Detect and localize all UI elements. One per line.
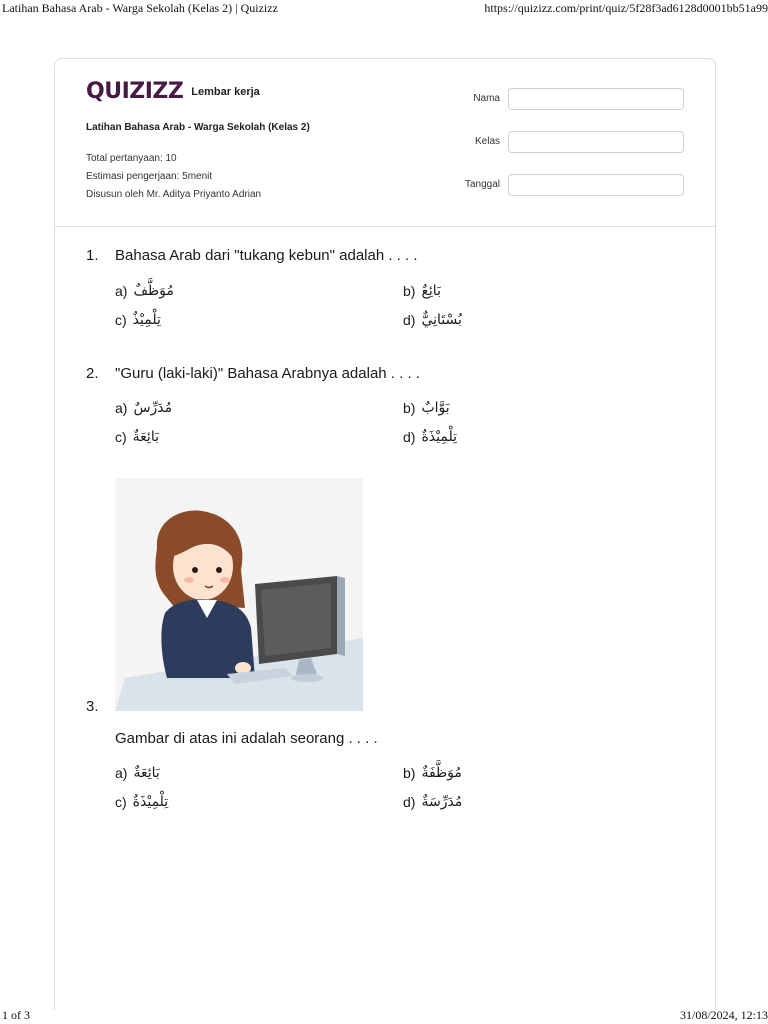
question-number: 3. <box>86 698 99 715</box>
option-letter: a) <box>115 765 128 781</box>
option-c[interactable] <box>115 312 161 328</box>
question-text: Gambar di atas ini adalah seorang . . . . <box>115 730 378 747</box>
option-letter: b) <box>403 765 416 781</box>
page-url: https://quizizz.com/print/quiz/5f28f3ad6128d0001bb51a99 <box>484 1 768 15</box>
option-c[interactable] <box>115 429 159 445</box>
option-text: بَائِعَةٌ <box>133 765 160 781</box>
option-text: تِلْمِيْذَةٌ <box>132 794 169 810</box>
option-text: بَوَّابٌ <box>421 400 450 416</box>
option-letter: d) <box>403 312 416 328</box>
option-letter: a) <box>115 400 128 416</box>
option-text: مُدَرِّسٌ <box>133 400 173 416</box>
question-text: "Guru (laki-laki)" Bahasa Arabnya adalah . . . . <box>115 365 420 382</box>
option-b[interactable] <box>403 765 462 781</box>
woman-at-computer-illustration <box>115 478 363 711</box>
option-text: مُدَرِّسَةٌ <box>421 794 463 810</box>
logo-row <box>86 81 260 103</box>
option-b[interactable] <box>403 283 441 299</box>
worksheet-header <box>55 59 715 227</box>
print-header <box>0 0 768 18</box>
page-counter: 1 of 3 <box>2 1008 30 1022</box>
option-letter: b) <box>403 283 416 299</box>
option-d[interactable] <box>403 312 462 328</box>
option-a[interactable] <box>115 400 172 416</box>
print-footer <box>0 1006 768 1024</box>
option-letter: d) <box>403 429 416 445</box>
option-text: بَائِعَةٌ <box>132 429 159 445</box>
name-field[interactable] <box>508 88 684 110</box>
option-text: بَائِعٌ <box>421 283 441 299</box>
option-letter: b) <box>403 400 416 416</box>
option-a[interactable] <box>115 765 160 781</box>
class-field[interactable] <box>508 131 684 153</box>
worksheet-label: Lembar kerja <box>191 86 260 98</box>
question-number: 2. <box>86 365 99 382</box>
option-d[interactable] <box>403 794 462 810</box>
option-text: بُسْتَانِيٌّ <box>421 312 462 328</box>
option-text: تِلْمِيْذٌ <box>132 312 161 328</box>
estimated-time: Estimasi pengerjaan: 5menit <box>86 171 213 182</box>
option-letter: c) <box>115 312 127 328</box>
date-field[interactable] <box>508 174 684 196</box>
option-c[interactable] <box>115 794 168 810</box>
print-datetime: 31/08/2024, 12:13 <box>679 1008 768 1022</box>
question-text: Bahasa Arab dari "tukang kebun" adalah . . . . <box>115 247 418 264</box>
option-a[interactable] <box>115 283 174 299</box>
option-d[interactable] <box>403 429 457 445</box>
option-letter: a) <box>115 283 128 299</box>
option-text: تِلْمِيْذَةٌ <box>421 429 457 445</box>
quiz-title: Latihan Bahasa Arab - Warga Sekolah (Kelas 2) <box>86 122 310 133</box>
option-text: مُوَظَّفَةٌ <box>421 765 462 781</box>
option-text: مُوَظَّفٌ <box>133 283 174 299</box>
field-label-tanggal: Tanggal <box>464 179 500 190</box>
page-title: Latihan Bahasa Arab - Warga Sekolah (Kelas 2) | Quizizz <box>2 1 278 15</box>
option-letter: c) <box>115 794 127 810</box>
field-label-nama: Nama <box>473 93 500 104</box>
field-label-kelas: Kelas <box>474 136 500 147</box>
author: Disusun oleh Mr. Aditya Priyanto Adrian <box>86 189 262 200</box>
option-letter: c) <box>115 429 127 445</box>
total-questions: Total pertanyaan: 10 <box>86 153 177 164</box>
quizizz-logo: QUIZIZZ <box>86 79 184 104</box>
option-letter: d) <box>403 794 416 810</box>
option-b[interactable] <box>403 400 450 416</box>
question-number: 1. <box>86 247 99 264</box>
